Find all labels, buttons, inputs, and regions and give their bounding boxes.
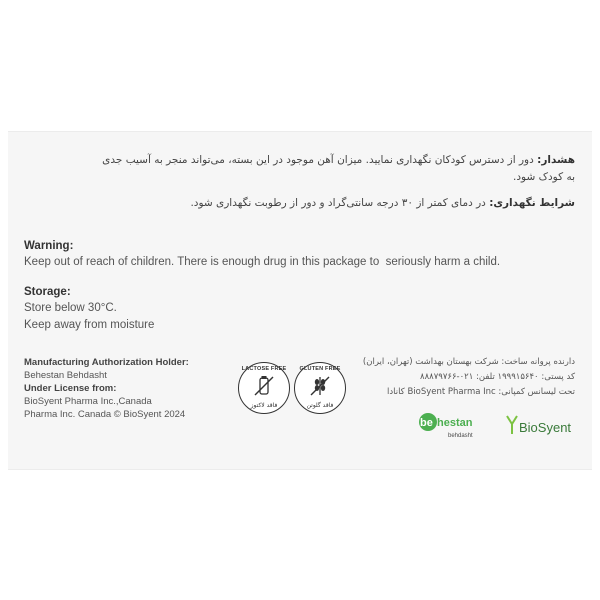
gluten-free-icon bbox=[308, 374, 332, 398]
persian-warning-label: هشدار: bbox=[537, 154, 575, 166]
lactose-free-fa: فاقد لاکتوز bbox=[250, 402, 278, 409]
lactose-free-badge bbox=[238, 362, 290, 414]
biosyent-logo bbox=[505, 412, 577, 442]
persian-storage-label: شرایط نگهداری: bbox=[489, 197, 575, 209]
svg-text:hestan: hestan bbox=[437, 417, 473, 429]
persian-contact: کد پستی: ۱۹۹۹۱۵۶۴۰ تلفن: ۰۲۱-۸۸۸۷۹۷۶۶ bbox=[420, 372, 575, 382]
persian-warning bbox=[35, 152, 575, 169]
persian-warning-line1: دور از دسترس کودکان نگهداری نمایید. میزان آهن موجود در این بسته، می‌تواند منجر به آسیب جدی bbox=[102, 154, 534, 166]
auth-value: Behestan Behdasht bbox=[24, 370, 107, 381]
svg-text:behdasht: behdasht bbox=[448, 433, 473, 439]
persian-warning-cont bbox=[35, 169, 575, 186]
gluten-free-label: GLUTEN FREE bbox=[299, 366, 341, 372]
svg-text:be: be bbox=[420, 417, 433, 429]
warning-text: Keep out of reach of children. There is enough drug in this package to seriously harm a child. bbox=[24, 256, 501, 268]
svg-text:BioSyent: BioSyent bbox=[519, 420, 572, 435]
persian-license: تحت لیسانس کمپانی: BioSyent Pharma Inc کانادا bbox=[386, 387, 575, 397]
persian-warning-line2: به کودک شود. bbox=[513, 171, 575, 183]
license-line1: BioSyent Pharma Inc.,Canada bbox=[24, 396, 152, 407]
license-line2: Pharma Inc. Canada © BioSyent 2024 bbox=[24, 409, 186, 420]
lactose-free-label: LACTOSE FREE bbox=[241, 366, 287, 372]
storage-heading: Storage: bbox=[24, 286, 71, 298]
manufacturer-block bbox=[24, 356, 224, 421]
license-heading: Under License from: bbox=[24, 383, 117, 394]
behestan-logo-mark bbox=[418, 412, 498, 442]
persian-storage bbox=[35, 195, 575, 212]
behestan-logo bbox=[418, 412, 498, 446]
gluten-free-fa: فاقد گلوتن bbox=[306, 402, 334, 409]
biosyent-logo-mark bbox=[505, 412, 577, 438]
persian-storage-text: در دمای کمتر از ۳۰ درجه سانتی‌گراد و دور از رطوبت نگهداری شود. bbox=[190, 197, 486, 209]
lactose-free-icon bbox=[252, 374, 276, 398]
persian-footer bbox=[335, 355, 575, 400]
storage-line2: Keep away from moisture bbox=[24, 319, 155, 331]
auth-heading: Manufacturing Authorization Holder: bbox=[24, 357, 189, 368]
storage-line1: Store below 30°C. bbox=[24, 302, 117, 314]
persian-holder: دارنده پروانه ساخت: شرکت بهستان بهداشت (تهران، ایران) bbox=[362, 357, 575, 367]
warning-heading: Warning: bbox=[24, 240, 74, 252]
